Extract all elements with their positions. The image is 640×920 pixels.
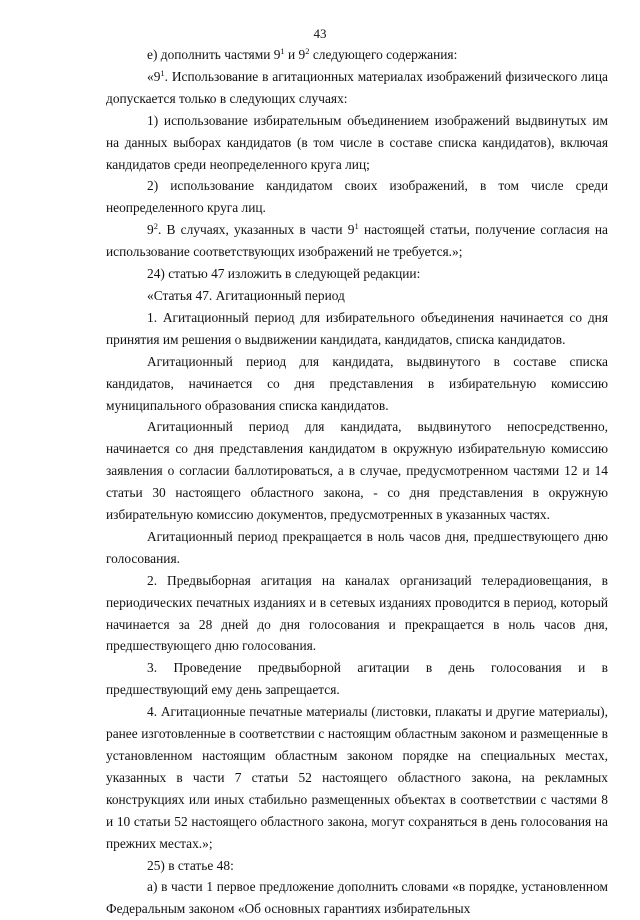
paragraph-10: Агитационный период для кандидата, выдвинутого непосредственно, начинается со дня представления кандидатом в окружную избирательную комиссию заявления о согласии баллотироваться, а в случае, предусмотренном частями 12 и 14 статьи 30 настоящего областного закона, - со дня представления в окружную избирательную комиссию документов, предусмотренных в указанных частях. (106, 419, 608, 523)
paragraph-16: а) в части 1 первое предложение дополнить словами «в порядке, установленном Федеральным законом «Об основных гарантиях избирательных (106, 879, 608, 917)
paragraph-15: 25) в статье 48: (147, 857, 234, 873)
paragraph-14: 4. Агитационные печатные материалы (листовки, плакаты и другие материалы), ранее изготовленные в соответствии с настоящим областным законом и размещенные в установленном настоящим областным законом порядке на специальных местах, указанных в части 7 статьи 52 настоящего областного закона, на рекламных конструкциях или иных стабильно размещенных объектах в соответствии с частями 8 и 10 статьи 52 настоящего областного закона, могут сохраняться в день голосования на прежних местах.»; (106, 704, 608, 851)
page-number: 43 (313, 26, 327, 41)
paragraph-2: «$9^1$. Использование в агитационных материалах изображений физического лица допускается только в следующих случаях: (106, 67, 608, 106)
paragraph-6: 24) статью 47 изложить в следующей редакции: (147, 266, 421, 282)
paragraph-4: 2) использование кандидатом своих изображений, в том числе среди неопределенного круга лиц. (106, 178, 608, 216)
paragraph-8: 1. Агитационный период для избирательного объединения начинается со дня принятия им решения о выдвижении кандидата, кандидатов, списка кандидатов. (106, 309, 608, 347)
paragraph-9: Агитационный период для кандидата, выдвинутого в составе списка кандидатов, начинается со дня представления в избирательную комиссию муниципального образования списка кандидатов. (106, 353, 608, 413)
paragraph-11: Агитационный период прекращается в ноль часов дня, предшествующего дню голосования. (106, 528, 608, 566)
document-body (106, 44, 608, 920)
paragraph-12: 2. Предвыборная агитация на каналах организаций телерадиовещания, в периодических печатных изданиях и в сетевых изданиях проводится в период, который начинается за 28 дней до дня голосования и прекращается в ноль часов дня, предшествующего дню голосования. (106, 572, 608, 654)
paragraph-1: е) дополнить частями $9^1$ и $9^2$ следующего содержания: (147, 46, 458, 62)
paragraph-13: 3. Проведение предвыборной агитации в день голосования и в предшествующий ему день запрещается. (106, 660, 608, 698)
paragraph-5: $9^2$. В случаях, указанных в части $9^1$ настоящей статьи, получение согласия на использование соответствующих изображений не требуется.»; (106, 221, 608, 260)
paragraph-7: «Статья 47. Агитационный период (147, 287, 345, 303)
paragraph-3: 1) использование избирательным объединением изображений выдвинутых им на данных выборах кандидатов (в том числе в составе списка кандидатов), включая кандидатов среди неопределенного круга лиц; (106, 112, 608, 172)
